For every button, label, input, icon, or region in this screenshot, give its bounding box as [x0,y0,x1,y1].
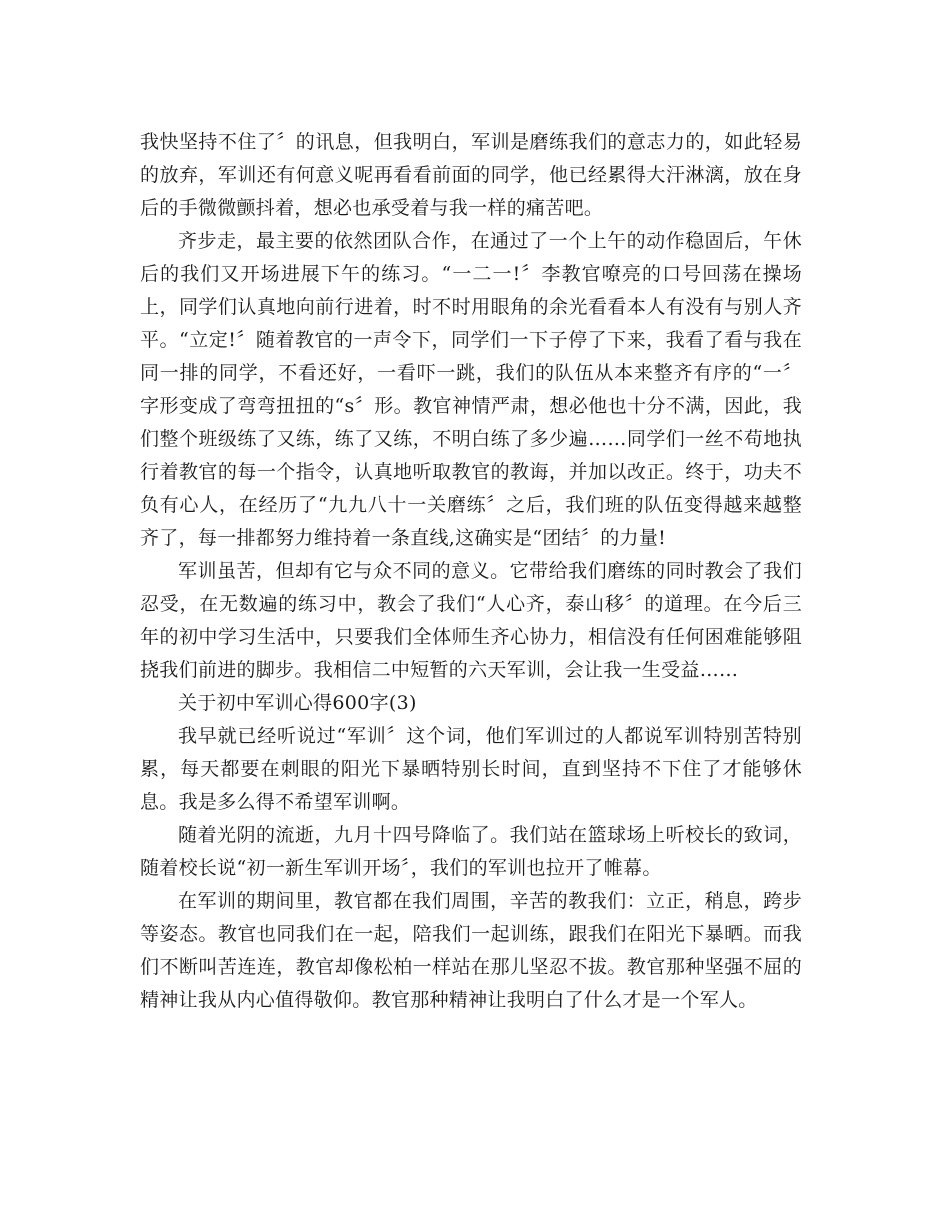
document-body [140,126,802,1017]
section-heading: 关于初中军训心得600字(3) [178,692,417,714]
paragraph-september: 随着光阴的流逝，九月十四号降临了。我们站在篮球场上听校长的致词，随着校长说“初一新生军训开场〞，我们的军训也拉开了帷幕。 [140,824,802,879]
paragraph-continuation: 我快坚持不住了〞的讯息，但我明白，军训是磨练我们的意志力的，如此轻易的放弃，军训还有何意义呢再看看前面的同学，他已经累得大汗淋漓，放在身后的手微微颤抖着，想必也承受着与我一样的痛苦吧。 [140,131,802,219]
paragraph-marching: 齐步走，最主要的依然团队合作，在通过了一个上午的动作稳固后，午休后的我们又开场进展下午的练习。“一二一!〞李教官嘹亮的口号回荡在操场上，同学们认真地向前行进着，时不时用眼角的余光看看本人有没有与别人齐平。“立定!〞随着教官的一声令下，同学们一下子停了下来，我看了看与我在同一排的同学，不看还好，一看吓一跳，我们的队伍从本来整齐有序的“一〞字形变成了弯弯扭扭的“s〞形。教官神情严肃，想必他也十分不满，因此，我们整个班级练了又练，练了又练，不明白练了多少遍……同学们一丝不苟地执行着教官的每一个指令，认真地听取教官的教诲，并加以改正。终于，功夫不负有心人，在经历了“九九八十一关磨练〞之后，我们班的队伍变得越来越整齐了，每一排都努力维持着一条直线,这确实是“团结〞的力量! [140,230,802,549]
paragraph-meaning: 军训虽苦，但却有它与众不同的意义。它带给我们磨练的同时教会了我们忍受，在无数遍的练习中，教会了我们“人心齐，泰山移〞的道理。在今后三年的初中学习生活中，只要我们全体师生齐心协力，相信没有任何困难能够阻挠我们前进的脚步。我相信二中短暂的六天军训，会让我一生受益…… [140,560,802,681]
paragraph-heard-of-training: 我早就已经听说过“军训〞这个词，他们军训过的人都说军训特别苦特别累，每天都要在刺眼的阳光下暴晒特别长时间，直到坚持不下住了才能够休息。我是多么得不希望军训啊。 [140,725,802,813]
paragraph-instructor: 在军训的期间里，教官都在我们周围，辛苦的教我们：立正，稍息，跨步等姿态。教官也同我们在一起，陪我们一起训练，跟我们在阳光下暴晒。而我们不断叫苦连连，教官却像松柏一样站在那儿坚忍不拔。教官那种坚强不屈的精神让我从内心值得敬仰。教官那种精神让我明白了什么才是一个军人。 [140,890,802,1011]
